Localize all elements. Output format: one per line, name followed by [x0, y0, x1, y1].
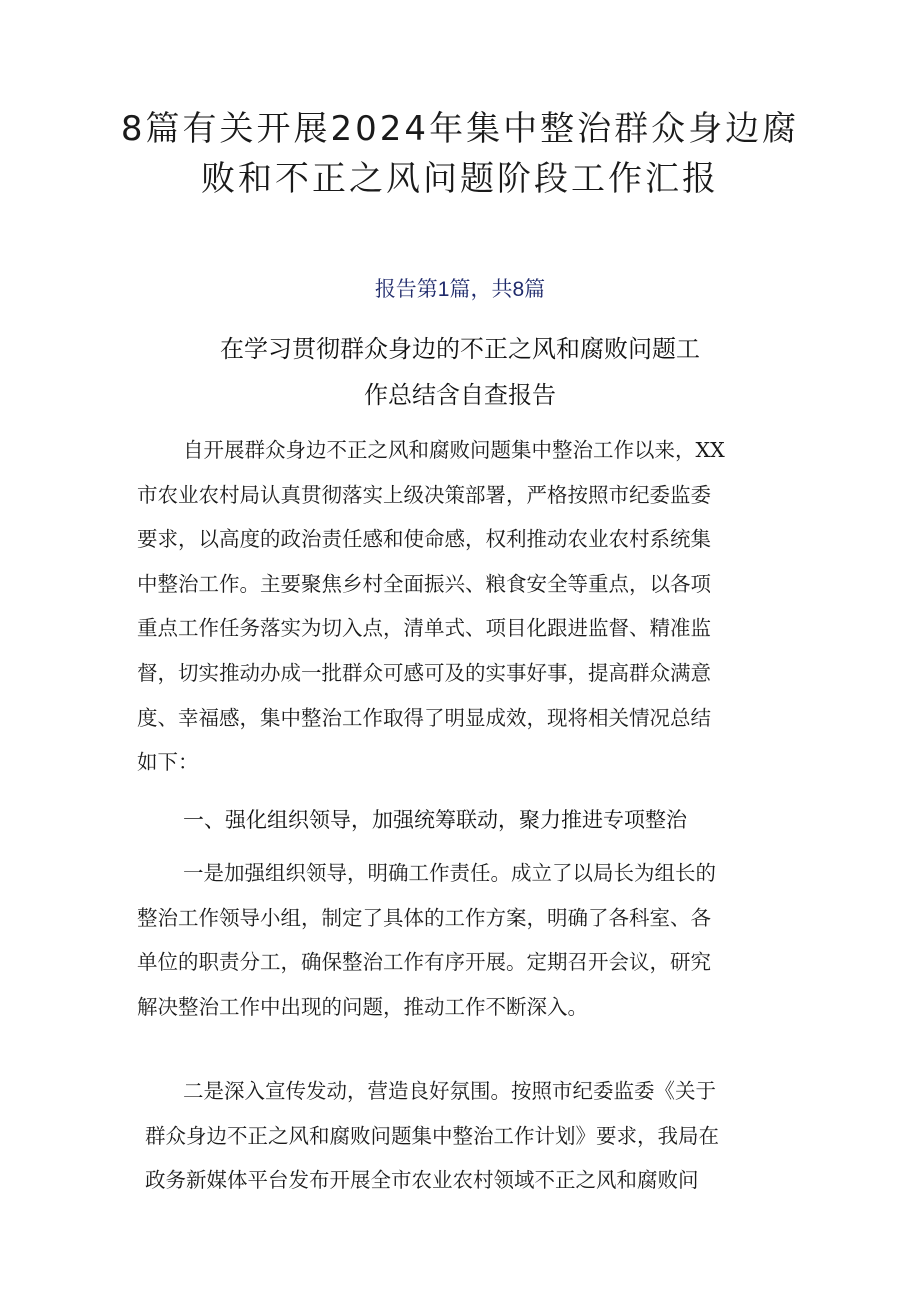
intro-line: 督，切实推动办成一批群众可感可及的实事好事，提高群众满意: [137, 660, 711, 685]
section-title-line-1: 在学习贯彻群众身边的不正之风和腐败问题工: [220, 335, 700, 363]
paragraph-one-line: 单位的职责分工，确保整治工作有序开展。定期召开会议，研究: [137, 950, 711, 975]
document-title: [0, 104, 920, 204]
paragraph-two: [137, 1069, 807, 1203]
heading-section-one: 一、强化组织领导，加强统筹联动，聚力推进专项整治: [183, 808, 687, 832]
intro-paragraph: [137, 428, 797, 785]
section-title-line-2: 作总结含自查报告: [364, 381, 556, 409]
intro-line: 要求，以高度的政治责任感和使命感，权利推动农业农村系统集: [137, 527, 711, 552]
intro-line: 中整治工作。主要聚焦乡村全面振兴、粮食安全等重点，以各项: [137, 571, 711, 596]
document-title-line-2: 败和不正之风问题阶段工作汇报: [201, 159, 719, 199]
intro-line: 自开展群众身边不正之风和腐败问题集中整治工作以来，XX: [183, 438, 725, 462]
intro-line: 如下：: [137, 750, 199, 775]
document-title-line-1: 8篇有关开展2024年集中整治群众身边腐: [120, 109, 800, 149]
intro-line: 市农业农村局认真贯彻落实上级决策部署，严格按照市纪委监委: [137, 482, 711, 507]
paragraph-one-line: 解决整治工作中出现的问题，推动工作不断深入。: [137, 994, 588, 1019]
section-title: [0, 326, 920, 418]
paragraph-one-line: 整治工作领导小组，制定了具体的工作方案，明确了各科室、各: [137, 905, 711, 930]
paragraph-two-line: 群众身边不正之风和腐败问题集中整治工作计划》要求，我局在: [145, 1123, 719, 1148]
paragraph-one-line: 一是加强组织领导，明确工作责任。成立了以局长为组长的: [183, 861, 716, 885]
report-index-label: 报告第1篇，共8篇: [374, 278, 546, 301]
intro-line: 重点工作任务落实为切入点，清单式、项目化跟进监督、精准监: [137, 616, 711, 641]
paragraph-one: [137, 851, 797, 1029]
paragraph-two-line: 政务新媒体平台发布开展全市农业农村领域不正之风和腐败问: [145, 1168, 699, 1193]
paragraph-two-line: 二是深入宣传发动，营造良好氛围。按照市纪委监委《关于: [183, 1079, 716, 1103]
intro-line: 度、幸福感，集中整治工作取得了明显成效，现将相关情况总结: [137, 705, 711, 730]
